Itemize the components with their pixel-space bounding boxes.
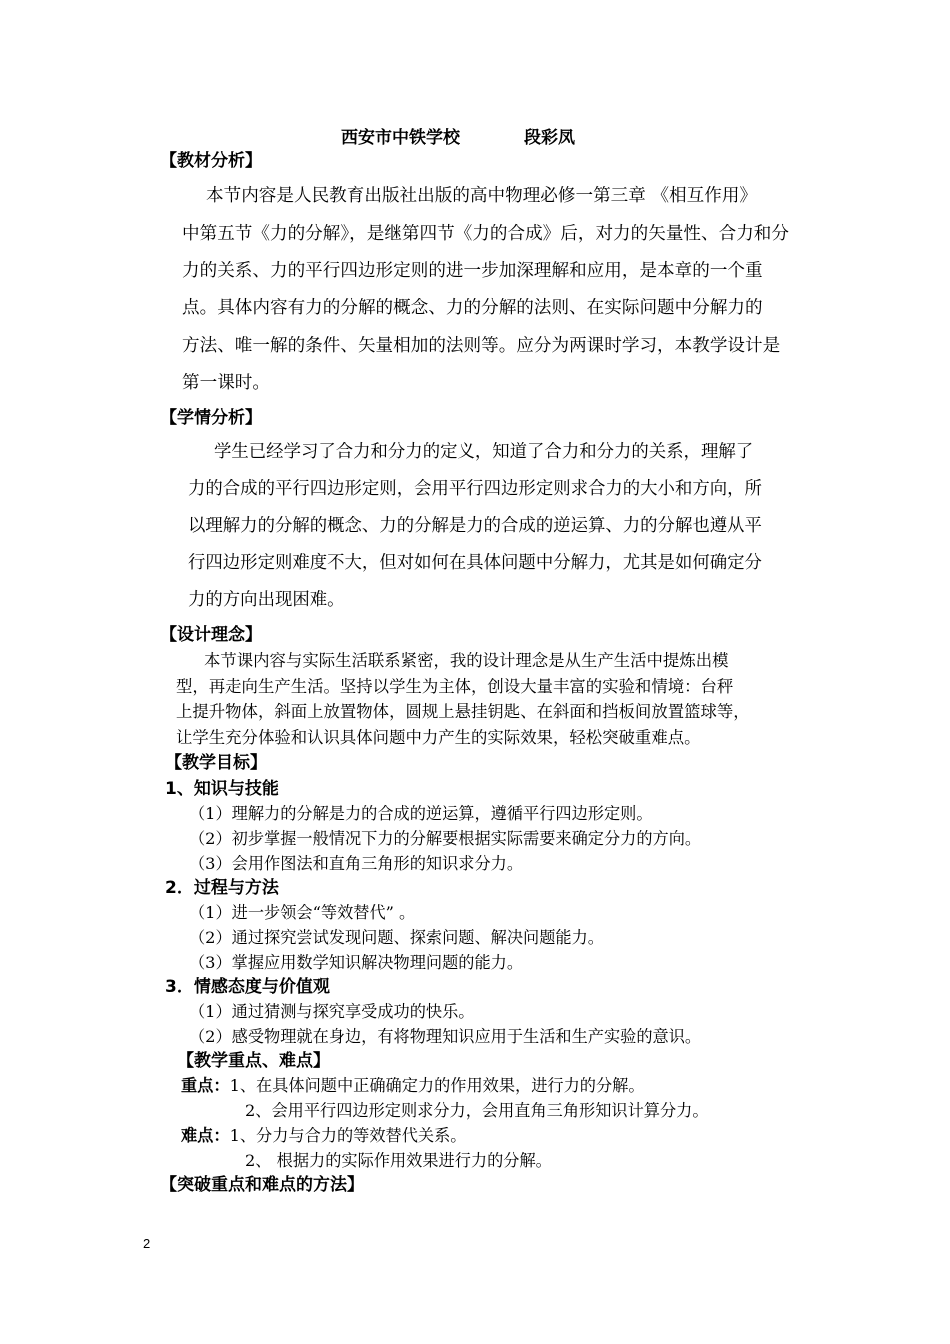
goal-item: （2）感受物理就在身边，有将物理知识应用于生活和生产实验的意识。 bbox=[189, 1027, 702, 1046]
student-analysis-line: 力的方向出现困难。 bbox=[188, 590, 345, 610]
student-analysis-line: 学生已经学习了合力和分力的定义，知道了合力和分力的关系，理解了 bbox=[214, 442, 754, 462]
design-concept-line: 让学生充分体验和认识具体问题中力产生的实际效果，轻松突破重难点。 bbox=[176, 728, 701, 747]
design-concept-line: 型，再走向生产生活。坚持以学生为主体，创设大量丰富的实验和情境：台秤 bbox=[176, 677, 734, 696]
goal-item: （1）进一步领会“等效替代” 。 bbox=[189, 903, 416, 922]
method-heading: 【突破重点和难点的方法】 bbox=[160, 1175, 364, 1195]
design-concept-line: 上提升物体，斜面上放置物体，圆规上悬挂钥匙、在斜面和挡板间放置篮球等， bbox=[176, 702, 750, 721]
goal-item: （1）理解力的分解是力的合成的逆运算，遵循平行四边形定则。 bbox=[189, 804, 653, 823]
difficulty-item: 2、 根据力的实际作用效果进行力的分解。 bbox=[245, 1151, 552, 1170]
difficulty-row bbox=[181, 1128, 467, 1144]
textbook-analysis-line: 方法、唯一解的条件、矢量相加的法则等。应分为两课时学习，本教学设计是 bbox=[182, 336, 781, 356]
textbook-analysis-line: 点。具体内容有力的分解的概念、力的分解的法则、在实际问题中分解力的 bbox=[182, 298, 763, 318]
knowledge-skills-title: 1、知识与技能 bbox=[165, 779, 279, 799]
student-analysis-line: 行四边形定则难度不大，但对如何在具体问题中分解力，尤其是如何确定分 bbox=[188, 553, 762, 573]
design-concept-line: 本节课内容与实际生活联系紧密，我的设计理念是从生产生活中提炼出模 bbox=[204, 651, 729, 670]
author-name: 段彩凤 bbox=[524, 128, 575, 148]
student-analysis-line: 力的合成的平行四边形定则，会用平行四边形定则求合力的大小和方向，所 bbox=[188, 479, 762, 499]
student-analysis-heading: 【学情分析】 bbox=[160, 408, 262, 428]
textbook-analysis-heading: 【教材分析】 bbox=[160, 151, 262, 171]
process-method-title: 2．过程与方法 bbox=[165, 878, 279, 898]
student-analysis-line: 以理解力的分解的概念、力的分解是力的合成的逆运算、力的分解也遵从平 bbox=[188, 516, 762, 536]
textbook-analysis-line: 力的关系、力的平行四边形定则的进一步加深理解和应用，是本章的一个重 bbox=[182, 261, 763, 281]
goal-item: （2）初步掌握一般情况下力的分解要根据实际需要来确定分力的方向。 bbox=[189, 829, 702, 848]
difficulty-label: 难点： bbox=[181, 1126, 230, 1145]
textbook-analysis-line: 第一课时。 bbox=[182, 373, 270, 393]
attitude-values-title: 3．情感态度与价值观 bbox=[165, 977, 330, 997]
textbook-analysis-line: 中第五节《力的分解》，是继第四节《力的合成》后，对力的矢量性、合力和分 bbox=[182, 224, 789, 244]
key-points-heading: 【教学重点、难点】 bbox=[177, 1051, 330, 1071]
goal-item: （2）通过探究尝试发现问题、探索问题、解决问题能力。 bbox=[189, 928, 604, 947]
difficulty-item: 1、分力与合力的等效替代关系。 bbox=[229, 1126, 467, 1145]
focus-item: 2、会用平行四边形定则求分力，会用直角三角形知识计算分力。 bbox=[245, 1101, 709, 1120]
page-number: 2 bbox=[143, 1236, 151, 1251]
teaching-goals-heading: 【教学目标】 bbox=[165, 753, 267, 773]
design-concept-heading: 【设计理念】 bbox=[160, 625, 262, 645]
school-name: 西安市中铁学校 bbox=[341, 128, 460, 148]
goal-item: （3）会用作图法和直角三角形的知识求分力。 bbox=[189, 854, 524, 873]
focus-label: 重点： bbox=[181, 1076, 230, 1095]
goal-item: （1）通过猜测与探究享受成功的快乐。 bbox=[189, 1002, 475, 1021]
focus-item: 1、在具体问题中正确确定力的作用效果，进行力的分解。 bbox=[229, 1076, 645, 1095]
focus-row bbox=[181, 1078, 645, 1094]
textbook-analysis-line: 本节内容是人民教育出版社出版的高中物理必修一第三章 《相互作用》 bbox=[206, 186, 758, 206]
goal-item: （3）掌握应用数学知识解决物理问题的能力。 bbox=[189, 953, 524, 972]
